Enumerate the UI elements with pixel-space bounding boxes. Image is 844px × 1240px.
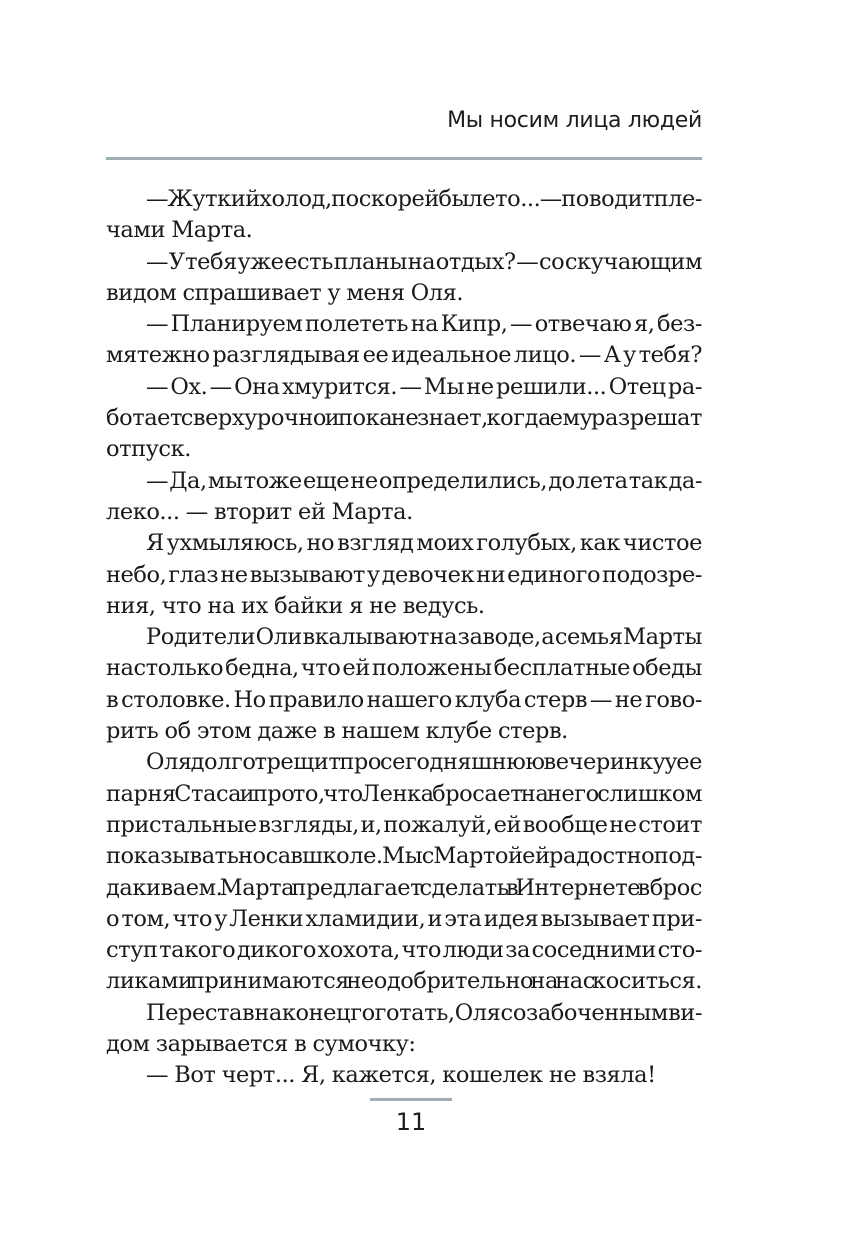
footer-rule: [370, 1098, 452, 1101]
body-text: [106, 184, 702, 1092]
text-line: — Планируем полететь на Кипр, — отвечаю я, без-: [146, 311, 702, 338]
text-line: Оля долго трещит про сегодняшнюю вечеринку у ее: [146, 749, 702, 776]
text-line: парня Стаса и про то, что Ленка бросает на него слишком: [106, 780, 702, 807]
text-line: — У тебя уже есть планы на отдых? — со скучающим: [146, 248, 702, 275]
text-line: — Жуткий холод, поскорей бы лето... — поводит пле-: [146, 186, 702, 212]
text-line: — Да, мы тоже еще не определились, до лета так да-: [146, 467, 702, 494]
text-line: в столовке. Но правило нашего клуба стерв — не гово-: [106, 686, 702, 713]
text-line: Родители Оли вкалывают на заводе, а семья Марты: [146, 624, 702, 651]
text-line: дом зарывается в сумочку:: [106, 1031, 416, 1058]
text-line: видом спрашивает у меня Оля.: [106, 279, 464, 306]
text-line: рить об этом даже в нашем клубе стерв.: [106, 718, 568, 745]
text-line: дакиваем. Марта предлагает сделать в Интернете вброс: [106, 874, 702, 901]
text-line: небо, глаз не вызывают у девочек ни единого подозре-: [106, 561, 702, 588]
header-rule: [106, 157, 702, 160]
text-line: ботает сверхурочно и пока не знает, когда ему разрешат: [106, 405, 702, 432]
text-line: ликами принимаются неодобрительно на нас коситься.: [106, 968, 702, 995]
text-line: чами Марта.: [106, 217, 253, 244]
text-line: мятежно разглядывая ее идеальное лицо. — А у тебя?: [106, 342, 702, 369]
text-line: Я ухмыляюсь, но взгляд моих голубых, как чистое: [146, 530, 702, 557]
text-line: настолько бедна, что ей положены бесплатные обеды: [106, 655, 702, 682]
text-line: Перестав наконец гоготать, Оля с озабоченным ви-: [146, 999, 702, 1026]
running-title: Мы носим лица людей: [447, 108, 702, 133]
text-line: отпуск.: [106, 436, 191, 463]
text-line: о том, что у Ленки хламидии, и эта идея вызывает при-: [106, 905, 702, 932]
page-number: 11: [395, 1108, 427, 1136]
text-line: — Вот черт... Я, кажется, кошелек не взяла!: [146, 1062, 656, 1089]
text-line: — Ох. — Она хмурится. — Мы не решили... Отец ра-: [146, 373, 702, 400]
text-line: леко... — вторит ей Марта.: [106, 498, 413, 525]
text-line: показывать носа в школе. Мы с Мартой ей радостно под-: [106, 843, 702, 870]
text-line: ния, что на их байки я не ведусь.: [106, 592, 485, 619]
text-line: пристальные взгляды, и, пожалуй, ей вообще не стоит: [106, 811, 702, 838]
text-line: ступ такого дикого хохота, что люди за соседними сто-: [106, 937, 702, 964]
